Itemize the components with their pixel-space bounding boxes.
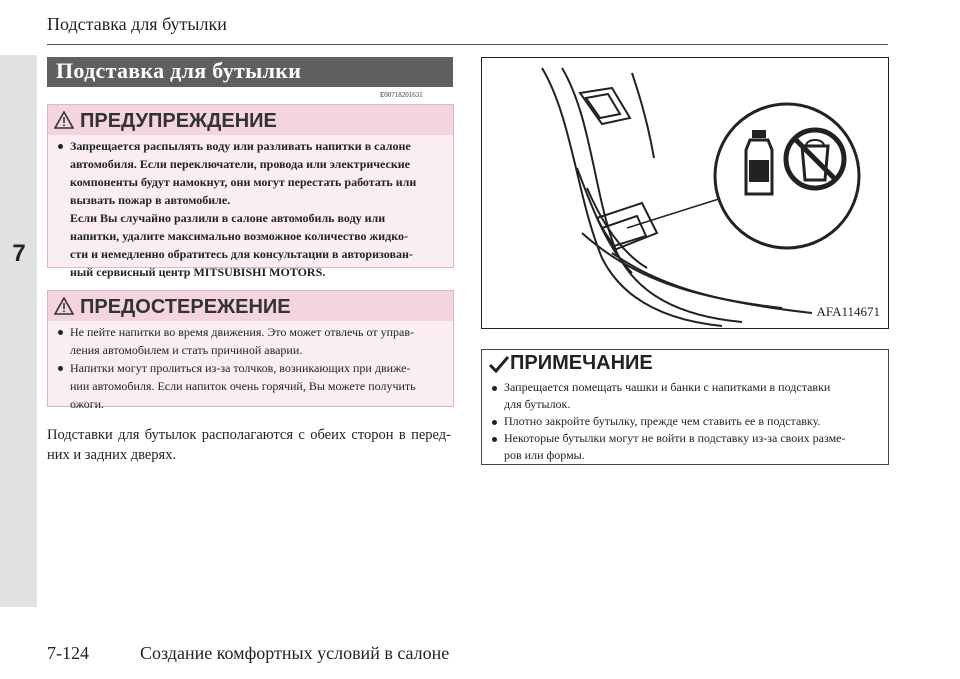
caution-line: нии автомобиля. Если напиток очень горячий, Вы можете получить xyxy=(70,379,416,393)
warning-line: напитки, удалите максимально возможное количество жидко- xyxy=(70,229,408,243)
note-box xyxy=(481,349,889,465)
body-paragraph: Подставки для бутылок располагаются с обеих сторон в перед- них и задних дверях. xyxy=(47,427,451,463)
page-number: 7-124 xyxy=(47,643,89,663)
caution-title: ПРЕДОСТЕРЕЖЕНИЕ xyxy=(80,296,291,318)
figure-code: AFA114671 xyxy=(816,304,880,319)
caution-box xyxy=(47,290,454,411)
warning-title: ПРЕДУПРЕЖДЕНИЕ xyxy=(80,110,277,132)
warning-bullet xyxy=(58,144,63,149)
note-item xyxy=(504,430,882,464)
note-bullet xyxy=(492,420,497,425)
note-bullet xyxy=(492,386,497,391)
header-rule xyxy=(47,44,888,45)
warning-line: вызвать пожар в автомобиле. xyxy=(70,193,231,207)
caution-bullet xyxy=(58,330,63,335)
note-item xyxy=(504,413,882,430)
warning-line: Запрещается распылять воду или разливать напитки в салоне xyxy=(70,139,411,153)
caution-line: Напитки могут пролиться из-за толчков, возникающих при движе- xyxy=(70,361,411,375)
warning-triangle-icon xyxy=(54,111,74,129)
note-title: ПРИМЕЧАНИЕ xyxy=(510,352,653,374)
caution-triangle-icon xyxy=(54,297,74,315)
figure-door-bottle-holder xyxy=(481,57,889,329)
section-title: Подставка для бутылки xyxy=(56,58,302,83)
no-cup-icon xyxy=(780,124,850,194)
warning-line: компоненты будут намокнут, они могут перестать работать или xyxy=(70,175,417,189)
warning-line: Если Вы случайно разлили в салоне автомобиль воду или xyxy=(70,211,386,225)
warning-box xyxy=(47,104,454,279)
note-line: Запрещается помещать чашки и банки с напитками в подставки xyxy=(504,380,831,394)
caution-line: ожоги. xyxy=(70,397,105,411)
caution-item xyxy=(70,323,448,359)
section-ref-code: E00718201631 xyxy=(380,91,423,99)
bottle-icon xyxy=(740,128,780,198)
checkmark-icon xyxy=(488,354,510,374)
note-line: ров или формы. xyxy=(504,448,585,462)
warning-line: сти и немедленно обратитесь для консультации в авторизован- xyxy=(70,247,413,261)
caution-line: Не пейте напитки во время движения. Это может отвлечь от управ- xyxy=(70,325,414,339)
warning-line: ный сервисный центр MITSUBISHI MOTORS. xyxy=(70,265,326,279)
chapter-tab: 7 xyxy=(12,240,26,267)
chapter-title: Создание комфортных условий в салоне xyxy=(140,643,450,663)
chapter-sidebar xyxy=(0,55,37,607)
note-bullet xyxy=(492,437,497,442)
running-header: Подставка для бутылки xyxy=(47,14,227,34)
caution-line: ления автомобилем и стать причиной аварии. xyxy=(70,343,303,357)
caution-bullet xyxy=(58,366,63,371)
warning-text xyxy=(70,137,448,281)
note-item xyxy=(504,379,882,413)
warning-line: автомобиля. Если переключатели, провода или электрические xyxy=(70,157,411,171)
note-line: Некоторые бутылки могут не войти в подставку из-за своих разме- xyxy=(504,431,846,445)
caution-item xyxy=(70,359,448,413)
note-line: для бутылок. xyxy=(504,397,571,411)
note-line: Плотно закройте бутылку, прежде чем ставить ее в подставку. xyxy=(504,414,821,428)
